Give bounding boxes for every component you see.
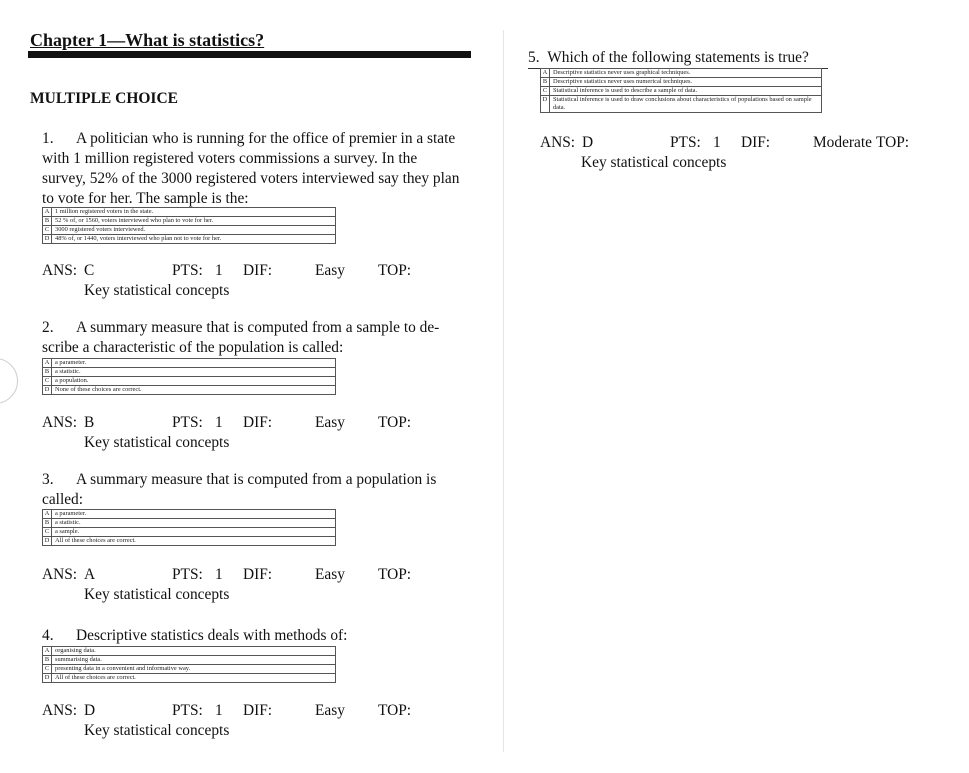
- question-text: Which of the following statements is true?: [547, 49, 809, 66]
- choice-text: All of these choices are correct.: [52, 537, 336, 546]
- question-text: A summary measure that is computed from a sample to de-scribe a characteristic of the population is called:: [42, 319, 440, 356]
- question-1: [42, 129, 460, 209]
- choice-text: a population.: [52, 377, 336, 386]
- chapter-title: Chapter 1—What is statistics?: [30, 30, 265, 50]
- top-label: TOP:: [378, 262, 412, 279]
- page-edge-circle: [0, 358, 18, 404]
- choice-letter: D: [43, 235, 52, 244]
- dif-value: Easy: [315, 566, 345, 583]
- choice-row: [43, 368, 336, 377]
- question-number: 2.: [42, 319, 54, 336]
- choice-text: a parameter.: [52, 510, 336, 519]
- pts-label: PTS:: [670, 134, 701, 151]
- choice-letter: D: [43, 537, 52, 546]
- choice-text: a parameter.: [52, 359, 336, 368]
- choice-text: 1 million registered voters in the state.: [52, 208, 336, 217]
- choice-letter: C: [43, 665, 52, 674]
- dif-label: DIF:: [243, 262, 273, 279]
- choice-text: presenting data in a convenient and informative way.: [52, 665, 336, 674]
- pts-value: 1: [215, 262, 223, 279]
- choice-letter: C: [541, 87, 550, 96]
- ans-value: B: [84, 414, 95, 431]
- choice-row: [541, 87, 822, 96]
- choices-table-3: [42, 509, 336, 546]
- choice-text: organising data.: [52, 647, 336, 656]
- choice-row: [43, 656, 336, 665]
- choice-text: a statistic.: [52, 368, 336, 377]
- pts-label: PTS:: [172, 414, 203, 431]
- choice-row: [43, 377, 336, 386]
- choice-row: [43, 528, 336, 537]
- choice-text: All of these choices are correct.: [52, 674, 336, 683]
- topic-1: Key statistical concepts: [84, 282, 230, 299]
- choice-row: [43, 647, 336, 656]
- question-4: [42, 626, 462, 646]
- dif-label: DIF:: [243, 414, 273, 431]
- topic-2: Key statistical concepts: [84, 434, 230, 451]
- title-rule: [28, 51, 471, 58]
- choice-letter: D: [43, 386, 52, 395]
- pts-value: 1: [215, 702, 223, 719]
- topic-3: Key statistical concepts: [84, 586, 230, 603]
- choice-text: Statistical inference is used to describe a sample of data.: [549, 87, 821, 96]
- top-label: TOP:: [378, 566, 412, 583]
- question-number: 3.: [42, 471, 54, 488]
- choice-row: [43, 208, 336, 217]
- pts-label: PTS:: [172, 702, 203, 719]
- question-5: [528, 48, 828, 69]
- dif-label: DIF:: [243, 566, 273, 583]
- choice-text: 52 % of, or 1560, voters interviewed who plan to vote for her.: [52, 217, 336, 226]
- question-2: [42, 318, 462, 358]
- section-heading: MULTIPLE CHOICE: [30, 90, 178, 107]
- choice-text: 48% of, or 1440, voters interviewed who plan not to vote for her.: [52, 235, 336, 244]
- choice-row: [43, 519, 336, 528]
- question-text: A summary measure that is computed from a population is called:: [42, 471, 437, 508]
- question-text: Descriptive statistics deals with methods of:: [76, 627, 348, 644]
- question-text: A politician who is running for the office of premier in a state with 1 million registered voters commissions a survey. In the survey, 52% of the 3000 registered voters interviewed say they plan to vote for her. The sample is the:: [42, 130, 460, 207]
- dif-value: Easy: [315, 262, 345, 279]
- choices-table-1: [42, 207, 336, 244]
- choice-row: [43, 386, 336, 395]
- dif-label: DIF:: [243, 702, 273, 719]
- choice-letter: D: [43, 674, 52, 683]
- choice-letter: D: [541, 96, 550, 113]
- top-label: TOP:: [378, 414, 412, 431]
- question-number: 4.: [42, 627, 54, 644]
- choice-row: [43, 674, 336, 683]
- choice-row: [43, 537, 336, 546]
- choices-table-4: [42, 646, 336, 683]
- choice-row: [541, 78, 822, 87]
- ans-label: ANS:: [42, 414, 78, 431]
- top-label: TOP:: [876, 134, 910, 151]
- choice-letter: A: [541, 69, 550, 78]
- choice-text: summarising data.: [52, 656, 336, 665]
- choice-row: [43, 226, 336, 235]
- choice-text: Descriptive statistics never uses numerical techniques.: [549, 78, 821, 87]
- choice-row: [43, 510, 336, 519]
- choices-table-5: [540, 68, 822, 113]
- choice-text: 3000 registered voters interviewed.: [52, 226, 336, 235]
- ans-label: ANS:: [42, 262, 78, 279]
- topic-4: Key statistical concepts: [84, 722, 230, 739]
- choice-letter: C: [43, 528, 52, 537]
- dif-value: Easy: [315, 702, 345, 719]
- question-number: 1.: [42, 130, 54, 147]
- question-number: 5.: [528, 49, 540, 66]
- choice-letter: C: [43, 226, 52, 235]
- pts-label: PTS:: [172, 262, 203, 279]
- choice-text: Descriptive statistics never uses graphical techniques.: [549, 69, 821, 78]
- ans-value: D: [84, 702, 96, 719]
- choice-letter: B: [43, 656, 52, 665]
- choice-row: [43, 359, 336, 368]
- choice-letter: A: [43, 208, 52, 217]
- ans-value: A: [84, 566, 96, 583]
- choice-row: [43, 217, 336, 226]
- choice-letter: B: [43, 519, 52, 528]
- dif-value: Moderate: [813, 134, 872, 151]
- choice-row: [541, 96, 822, 113]
- choice-row: [43, 665, 336, 674]
- choice-row: [43, 235, 336, 244]
- choice-text: Statistical inference is used to draw conclusions about characteristics of populations based on sample data.: [549, 96, 821, 113]
- topic-5: Key statistical concepts: [581, 154, 727, 171]
- dif-value: Easy: [315, 414, 345, 431]
- choice-letter: A: [43, 647, 52, 656]
- pts-value: 1: [713, 134, 721, 151]
- ans-value: C: [84, 262, 95, 279]
- choice-letter: A: [43, 359, 52, 368]
- choice-letter: C: [43, 377, 52, 386]
- choice-row: [541, 69, 822, 78]
- choice-text: a statistic.: [52, 519, 336, 528]
- ans-value: D: [582, 134, 594, 151]
- dif-label: DIF:: [741, 134, 771, 151]
- choice-letter: B: [541, 78, 550, 87]
- question-3: [42, 470, 462, 510]
- pts-value: 1: [215, 414, 223, 431]
- pts-label: PTS:: [172, 566, 203, 583]
- choice-letter: A: [43, 510, 52, 519]
- top-label: TOP:: [378, 702, 412, 719]
- choice-text: a sample.: [52, 528, 336, 537]
- ans-label: ANS:: [42, 566, 78, 583]
- choice-letter: B: [43, 217, 52, 226]
- pts-value: 1: [215, 566, 223, 583]
- ans-label: ANS:: [42, 702, 78, 719]
- choice-text: None of these choices are correct.: [52, 386, 336, 395]
- choices-table-2: [42, 358, 336, 395]
- choice-letter: B: [43, 368, 52, 377]
- ans-label: ANS:: [540, 134, 576, 151]
- column-divider: [503, 30, 504, 752]
